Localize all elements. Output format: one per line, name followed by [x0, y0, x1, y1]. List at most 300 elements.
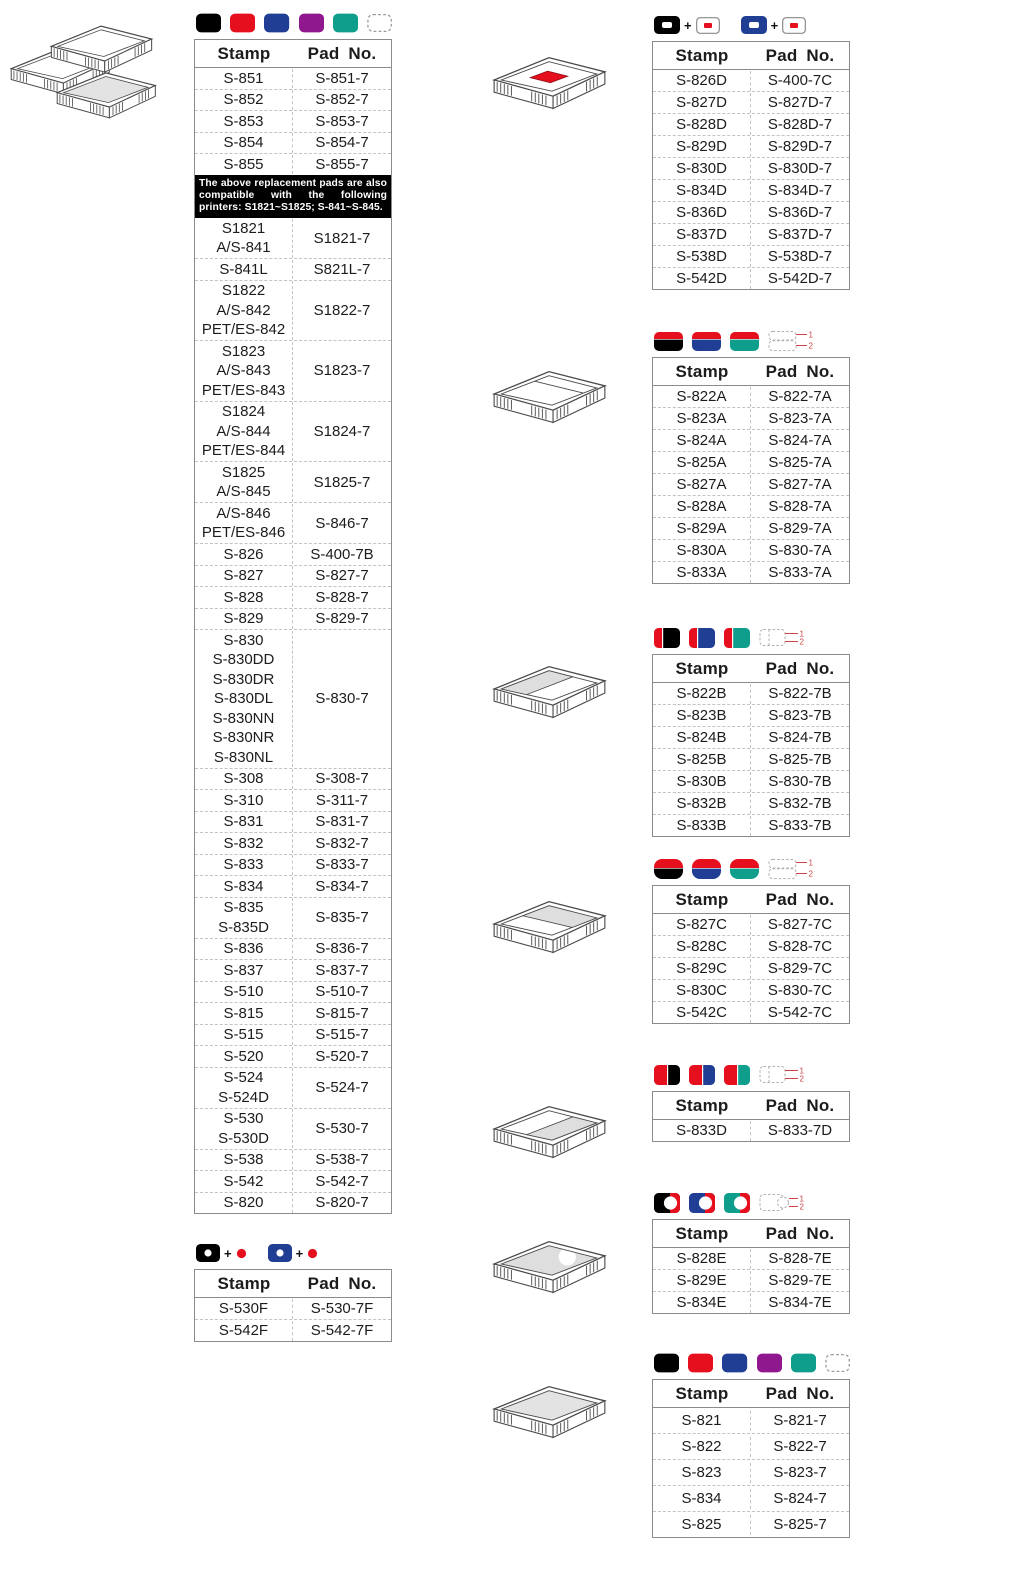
pad-cell: S-846-7: [315, 514, 369, 532]
pad-cell: S-854-7: [315, 134, 369, 151]
pad-plus-date-window-icon: [654, 16, 720, 34]
pad-color-icons: [654, 14, 850, 36]
pad-no-column-header: Pad No.: [765, 890, 835, 909]
table-row: [653, 179, 849, 201]
table-row: [195, 89, 391, 111]
pad-table: [652, 1091, 850, 1142]
table-row: [653, 957, 849, 979]
stamp-cell: S-830D: [653, 159, 751, 179]
table-row: [653, 1248, 849, 1269]
stamp-cell: S-828C: [653, 937, 751, 957]
table-row: [195, 629, 391, 768]
pad-cell: S-822-7B: [768, 684, 832, 702]
stamp-cell: S-836: [195, 939, 293, 959]
two-color-vsplit-pad-icon: [724, 628, 750, 648]
stamp-cell: S1822 A/S-842 PET/ES-842: [195, 281, 293, 340]
pad-cell: S-834-7: [315, 877, 369, 895]
stamp-cell: S-310: [195, 791, 293, 811]
color-swatch-blue-icon: [722, 1353, 747, 1373]
stamp-cell: S-830A: [653, 541, 751, 561]
pad-table: [194, 39, 392, 1214]
table-row: [195, 811, 391, 833]
pad-cell: S-538D-7: [767, 247, 833, 265]
empty-color-swatch-icon: [825, 1353, 850, 1373]
pad-cell: S-823-7: [773, 1463, 827, 1481]
stamp-cell: S-833: [195, 855, 293, 875]
table-row: [653, 1120, 849, 1141]
two-color-hsplit-pad-icon: [654, 859, 683, 879]
stamp-cell: A/S-846 PET/ES-846: [195, 504, 293, 543]
pad-cell: S-853-7: [315, 112, 369, 130]
stamp-cell: S-829D: [653, 137, 751, 157]
stamp-cell: S-542D: [653, 269, 751, 289]
two-color-hsplit-pad-icon: [692, 859, 721, 879]
pad-cell: S-835-7: [315, 909, 369, 927]
table-row: [195, 132, 391, 154]
table-row: [653, 704, 849, 726]
stamp-cell: S-830B: [653, 772, 751, 792]
pad-with-dot-icon: [196, 1244, 220, 1262]
table-row: [195, 258, 391, 280]
stamp-cell: S-542: [195, 1172, 293, 1192]
table-row: [195, 1298, 391, 1319]
stamp-cell: S-827A: [653, 475, 751, 495]
pad-cell: S1825-7: [313, 473, 371, 491]
stamp-column-header: Stamp: [675, 659, 729, 678]
pad-cell: S-828-7E: [768, 1249, 832, 1267]
pad-cell: S-821-7: [773, 1411, 827, 1429]
stamp-cell: S-836D: [653, 203, 751, 223]
stamp-tray-illustration: [486, 655, 614, 723]
table-row: [653, 792, 849, 814]
table-row: [653, 979, 849, 1001]
two-color-vsplit-pad-icon: [654, 628, 680, 648]
table-row: [195, 543, 391, 565]
stamp-cell: S-823: [653, 1463, 751, 1483]
pad-cell: S-827-7: [315, 567, 369, 585]
pad-cell: S-829-7C: [767, 959, 833, 977]
table-row: [653, 561, 849, 583]
pad-cell: S-827-7A: [768, 475, 832, 493]
table-row: [195, 981, 391, 1003]
main-replacement-pad-table: [194, 12, 392, 1214]
pad-cell: S-830-7B: [768, 772, 832, 790]
stamp-cell: S-530F: [195, 1299, 293, 1319]
color-swatch-red-icon: [688, 1353, 713, 1373]
pad-plus-ink-dot-icon: [268, 1244, 319, 1262]
table-row: [653, 473, 849, 495]
pad-cell: S-828-7C: [767, 937, 833, 955]
svg-text:1: 1: [799, 1194, 804, 1204]
svg-text:1: 1: [808, 858, 813, 868]
stamp-cell: S-530 S-530D: [195, 1109, 293, 1148]
table-row: [653, 914, 849, 935]
stamp-cell: S-822: [653, 1437, 751, 1457]
stamp-cell: S-833A: [653, 563, 751, 583]
two-color-hsplit-pad-icon: [730, 332, 759, 351]
pad-cell: S-823-7B: [768, 706, 832, 724]
table-row: [653, 113, 849, 135]
table-row: [195, 1192, 391, 1214]
table-row: [195, 789, 391, 811]
pad-cell: S-827-7C: [767, 915, 833, 933]
table-row: [653, 267, 849, 289]
pad-with-window-icon: [741, 16, 767, 34]
svg-text:1: 1: [799, 629, 804, 639]
stamp-column-header: Stamp: [675, 1096, 729, 1115]
pad-cell: S-834D-7: [767, 181, 833, 199]
pad-cell: S-824-7A: [768, 431, 832, 449]
pad-cell: S-823-7A: [768, 409, 832, 427]
stamp-column-header: Stamp: [675, 1384, 729, 1403]
svg-text:2: 2: [808, 341, 813, 351]
stamp-cell: S-820: [195, 1193, 293, 1213]
stamp-cell: S-834: [195, 877, 293, 897]
color-swatch-black-icon: [196, 13, 221, 33]
e-series-pad-table: [652, 1192, 850, 1314]
table-row: [653, 201, 849, 223]
stamp-cell: S-827: [195, 566, 293, 586]
table-header: [653, 1220, 849, 1248]
color-swatch-blue-icon: [264, 13, 289, 33]
pad-cell: S-833-7D: [767, 1121, 833, 1139]
pad-table: [652, 1379, 850, 1538]
pad-cell: S-832-7B: [768, 794, 832, 812]
pad-cell: S-400-7C: [767, 71, 833, 89]
table-row: [195, 768, 391, 790]
pad-cell: S-524-7: [315, 1079, 369, 1097]
pad-no-column-header: Pad No.: [765, 1096, 835, 1115]
stamp-cell: S-837D: [653, 225, 751, 245]
stamp-cell: S-542F: [195, 1321, 293, 1341]
pad-color-icons: [654, 1192, 850, 1214]
stamp-tray-illustration: [486, 1230, 614, 1298]
pad-cell: S-542-7F: [310, 1321, 374, 1339]
stamp-cell: S-825: [653, 1515, 751, 1535]
stamp-cell: S-542C: [653, 1003, 751, 1023]
table-header: [653, 1092, 849, 1120]
table-header: [653, 42, 849, 70]
pad-cell: S-820-7: [315, 1194, 369, 1212]
svg-text:2: 2: [799, 1074, 804, 1084]
stamp-column-header: Stamp: [217, 1274, 271, 1293]
pad-cell: S-815-7: [315, 1004, 369, 1022]
pad-cell: S-837-7: [315, 961, 369, 979]
pad-cell: S-520-7: [315, 1047, 369, 1065]
color-swatch-teal-icon: [333, 13, 358, 33]
date-window-icon: [782, 17, 806, 34]
pad-cell: S-833-7B: [768, 816, 832, 834]
table-header: [653, 655, 849, 683]
stamp-cell: S-837: [195, 961, 293, 981]
table-row: [653, 495, 849, 517]
table-row: [195, 897, 391, 938]
pad-cell: S-825-7: [773, 1515, 827, 1533]
pad-cell: S-530-7: [315, 1120, 369, 1138]
stamp-tray-illustration: [486, 1375, 614, 1443]
plus-sign: +: [224, 1245, 232, 1261]
svg-text:1: 1: [799, 1066, 804, 1076]
pad-color-icons: [196, 12, 392, 34]
table-row: [195, 1319, 391, 1341]
table-row: [653, 726, 849, 748]
table-row: [653, 1459, 849, 1485]
pad-cell: S-825-7A: [768, 453, 832, 471]
stamp-cell: S-815: [195, 1004, 293, 1024]
pad-color-icons: [654, 1064, 850, 1086]
color-swatch-purple-icon: [757, 1353, 782, 1373]
pad-no-column-header: Pad No.: [307, 1274, 377, 1293]
table-row: [195, 218, 391, 258]
stamp-cell: S-833B: [653, 816, 751, 836]
pad-cell: S821L-7: [313, 260, 371, 278]
svg-text:1: 1: [808, 330, 813, 340]
pad-color-icons: [196, 1242, 392, 1264]
stamp-cell: S-855: [195, 155, 293, 175]
table-row: [653, 683, 849, 704]
stamp-cell: S-524 S-524D: [195, 1068, 293, 1107]
table-header: [195, 1270, 391, 1298]
stamp-cell: S-852: [195, 90, 293, 110]
pad-cell: S-510-7: [315, 983, 369, 1001]
stamp-cell: S-826: [195, 545, 293, 565]
notched-pad-icon: [724, 1193, 750, 1213]
stamp-tray-red-window-illustration: [486, 46, 614, 114]
stamp-cell: S-835 S-835D: [195, 898, 293, 937]
table-row: [195, 586, 391, 608]
table-row: [195, 565, 391, 587]
pad-cell: S-308-7: [315, 770, 369, 788]
table-row: [653, 429, 849, 451]
pad-cell: S-822-7: [773, 1437, 827, 1455]
stamp-cell: S-834: [653, 1489, 751, 1509]
stamp-cell: S1824 A/S-844 PET/ES-844: [195, 402, 293, 461]
stamp-cell: S-832B: [653, 794, 751, 814]
table-row: [653, 1485, 849, 1511]
stamp-cell: S-828D: [653, 115, 751, 135]
stamp-column-header: Stamp: [675, 1224, 729, 1243]
stamp-column-header: Stamp: [217, 44, 271, 63]
table-row: [195, 959, 391, 981]
stamp-cell: S-823A: [653, 409, 751, 429]
pad-cell: S1823-7: [313, 362, 371, 380]
stamp-cell: S1821 A/S-841: [195, 219, 293, 258]
stamp-cell: S-829: [195, 609, 293, 629]
pad-position-diagram-icon: [759, 626, 807, 650]
table-row: [195, 340, 391, 401]
pad-cell: S-830-7A: [768, 541, 832, 559]
pad-table: [652, 1219, 850, 1314]
two-color-vsplit-pad-icon: [654, 1065, 680, 1085]
plus-sign: +: [295, 1245, 304, 1261]
pad-cell: S-833-7: [315, 856, 369, 874]
pad-cell: S-828D-7: [767, 115, 833, 133]
pad-cell: S-829D-7: [767, 137, 833, 155]
c-series-pad-table: [652, 858, 850, 1024]
stamp-tray-hsplit-top-illustration: [486, 890, 614, 958]
pad-cell: S-836D-7: [767, 203, 833, 221]
svg-text:2: 2: [799, 637, 804, 647]
table-row: [195, 608, 391, 630]
table-row: [195, 461, 391, 502]
pad-cell: S-830-7C: [767, 981, 833, 999]
table-row: [195, 401, 391, 462]
pad-color-icons: [654, 1352, 850, 1374]
table-row: [653, 1511, 849, 1537]
pad-position-diagram-icon: [768, 329, 816, 353]
two-color-vsplit-pad-icon: [689, 628, 715, 648]
pad-cell: S-852-7: [315, 91, 369, 108]
pad-cell: S-834-7E: [768, 1293, 832, 1311]
table-row: [653, 245, 849, 267]
table-row: [195, 854, 391, 876]
stamp-cell: S-833D: [653, 1121, 751, 1141]
pad-cell: S-837D-7: [767, 225, 833, 243]
table-row: [653, 157, 849, 179]
pad-no-column-header: Pad No.: [765, 362, 835, 381]
color-swatch-teal-icon: [791, 1353, 816, 1373]
table-row: [195, 1067, 391, 1108]
notched-pad-icon: [689, 1193, 715, 1213]
pad-table: [652, 885, 850, 1024]
pad-cell: S-400-7B: [310, 545, 374, 563]
table-row: [195, 1108, 391, 1149]
stamp-tray-plain-illustration: [486, 1375, 614, 1443]
pad-no-column-header: Pad No.: [765, 46, 835, 65]
pad-no-column-header: Pad No.: [765, 659, 835, 678]
stamp-tray-illustration: [486, 890, 614, 958]
stamp-cell: S-827D: [653, 93, 751, 113]
two-color-vsplit-pad-icon: [724, 1065, 750, 1085]
svg-text:2: 2: [799, 1202, 804, 1212]
pad-cell: S-829-7E: [768, 1271, 832, 1289]
pad-with-dot-icon: [268, 1244, 292, 1262]
table-row: [653, 1269, 849, 1291]
pad-cell: S-828-7A: [768, 497, 832, 515]
table-row: [195, 938, 391, 960]
stamp-column-header: Stamp: [675, 362, 729, 381]
pad-cell: S1821-7: [313, 229, 371, 247]
pad-cell: S-833-7A: [768, 563, 832, 581]
table-row: [195, 68, 391, 89]
f-series-pad-table: [194, 1242, 392, 1342]
table-header: [653, 1380, 849, 1408]
pad-plus-ink-dot-icon: [196, 1244, 247, 1262]
stamp-cell: S-829A: [653, 519, 751, 539]
table-row: [195, 832, 391, 854]
table-row: [653, 70, 849, 91]
stamp-cell: S-308: [195, 769, 293, 789]
pad-color-icons: [654, 858, 850, 880]
pad-no-column-header: Pad No.: [307, 44, 377, 63]
stamp-cell: S-515: [195, 1025, 293, 1045]
stamp-cell: S-538D: [653, 247, 751, 267]
pad-position-diagram-icon: [768, 857, 816, 881]
stamp-cell: S-829C: [653, 959, 751, 979]
pad-cell: S-824-7: [773, 1489, 827, 1507]
plus-sign: +: [770, 17, 779, 33]
stamp-cell: S-823B: [653, 706, 751, 726]
stamp-cell: S-832: [195, 834, 293, 854]
table-row: [195, 153, 391, 175]
pad-no-column-header: Pad No.: [765, 1224, 835, 1243]
stamp-tray-illustration: [486, 1095, 614, 1163]
table-row: [195, 110, 391, 132]
pad-cell: S-311-7: [315, 791, 369, 809]
pad-table: [652, 654, 850, 837]
table-row: [195, 280, 391, 341]
stamp-cell: S-854: [195, 133, 293, 153]
stamp-cell: S-853: [195, 112, 293, 132]
two-color-hsplit-pad-icon: [692, 332, 721, 351]
table-row: [653, 935, 849, 957]
pad-table: [652, 357, 850, 584]
stamp-cell: S-828E: [653, 1249, 751, 1269]
pad-cell: S-530-7F: [310, 1299, 374, 1317]
pad-cell: S-822-7A: [768, 387, 832, 405]
pad-cell: S-832-7: [315, 834, 369, 852]
stamp-cell: S-828A: [653, 497, 751, 517]
stamp-cell: S-824A: [653, 431, 751, 451]
stamp-cell: S-538: [195, 1150, 293, 1170]
table-row: [653, 770, 849, 792]
stamp-tray-hsplit-illustration: [486, 360, 614, 428]
pad-cell: S-829-7: [315, 610, 369, 628]
stamp-cell: S-831: [195, 812, 293, 832]
table-row: [653, 1001, 849, 1023]
stamp-tray-illustration: [10, 22, 184, 134]
color-swatch-black-icon: [654, 1353, 679, 1373]
table-row: [195, 1024, 391, 1046]
stamp-cell: S1823 A/S-843 PET/ES-843: [195, 342, 293, 401]
table-header: [653, 886, 849, 914]
stamp-cell: S-851: [195, 69, 293, 89]
table-row: [195, 502, 391, 543]
stamp-cell: S-829E: [653, 1271, 751, 1291]
two-color-hsplit-pad-icon: [730, 859, 759, 879]
table-row: [653, 223, 849, 245]
svg-text:2: 2: [808, 869, 813, 879]
b-series-pad-table: [652, 627, 850, 837]
pad-cell: S-538-7: [315, 1151, 369, 1169]
table-header: [653, 358, 849, 386]
table-row: [653, 517, 849, 539]
two-color-hsplit-pad-icon: [654, 332, 683, 351]
table-row: [653, 1291, 849, 1313]
pad-color-icons: [654, 627, 850, 649]
stamp-cell: S-821: [653, 1411, 751, 1431]
a-series-pad-table: [652, 330, 850, 584]
table-row: [653, 407, 849, 429]
pad-plus-date-window-icon: [741, 16, 807, 34]
table-row: [653, 748, 849, 770]
stamp-column-header: Stamp: [675, 46, 729, 65]
base-series-pad-table: [652, 1352, 850, 1538]
table-row: [195, 1149, 391, 1171]
table-header: [195, 40, 391, 68]
stamp-cell: S-834D: [653, 181, 751, 201]
pad-cell: S-542-7C: [767, 1003, 833, 1021]
table-row: [195, 1002, 391, 1024]
stamp-cell: S-825B: [653, 750, 751, 770]
stamp-tray-illustration: [486, 360, 614, 428]
table-row: [195, 1045, 391, 1067]
stamp-cell: S-834E: [653, 1293, 751, 1313]
empty-color-swatch-icon: [367, 13, 392, 33]
pad-cell: S-828-7: [315, 588, 369, 606]
pad-cell: S-542D-7: [767, 269, 833, 287]
stamp-cell: S1825 A/S-845: [195, 463, 293, 502]
